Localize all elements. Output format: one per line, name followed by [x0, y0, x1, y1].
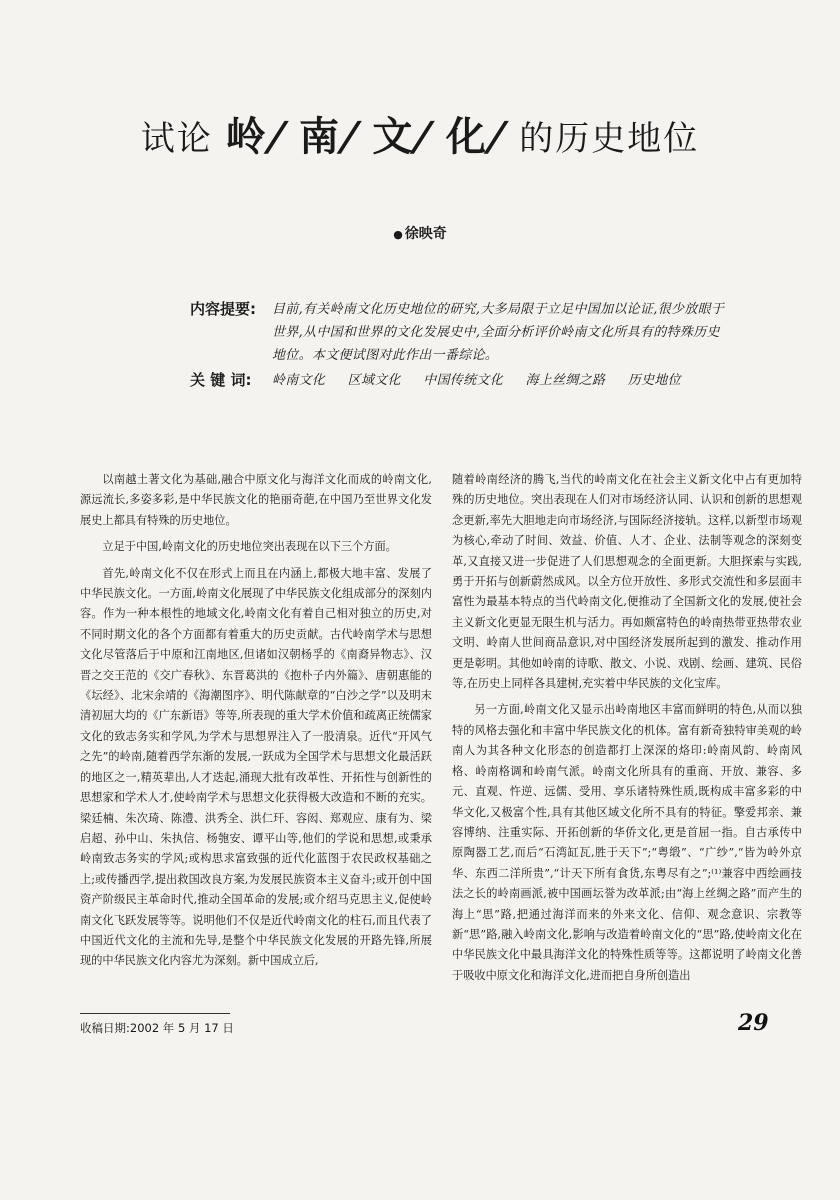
keywords-list: [272, 369, 730, 392]
keyword: 中国传统文化: [423, 373, 504, 388]
page-number: 29: [738, 1010, 769, 1036]
body-paragraph: 立足于中国,岭南文化的历史地位突出表现在以下三个方面。: [102, 540, 397, 554]
body-paragraph: 首先,岭南文化不仅在形式上而且在内涵上,都极大地丰富、发展了中华民族文化。一方面,岭南文化展现了中华民族文化组成部分的深刻内容。作为一种本根性的地域文化,岭南文化有着自己相对独立的历史,对不同时期文化的各个方面都有着重大的历史贡献。古代岭南学术与思想文化尽管落后于中原和江南地区,但诸如汉朝杨孚的《南裔异物志》、汉晋之交王范的《交广春秋》、东晋葛洪的《抱朴子内外篇》、唐朝惠能的《坛经》、北宋余靖的《海潮图序》、明代陈献章的“白沙之学”以及明末清初屈大均的《广东新语》等等,所表现的重大学术价值和疏离正统儒家文化的致志务实和学风,为学术与思想界注入了一股清泉。近代“开风气之先”的岭南,随着西学东渐的发展,一跃成为全国学术与思想文化最活跃的地区之一,精英辈出,人才迭起,涌现大批有改革性、开拓性与创新性的思想家和学术人才,使岭南学术与思想文化获得极大改造和不断的充实。梁廷楠、朱次琦、陈澧、洪秀全、洪仁玕、容闳、郑观应、康有为、梁启超、孙中山、朱执信、杨匏安、谭平山等,他们的学说和思想,或秉承岭南致志务实的学风;或构思求富致强的近代化蓝图于农民政权基础之上;或传播西学,提出救国改良方案,为发展民族资本主义奋斗;或开创中国资产阶级民主革命时代,推动全国革命的发展;或介绍马克思主义,促使岭南文化飞跃发展等等。说明他们不仅是近代岭南文化的柱石,而且代表了中国近代文化的主流和先导,是整个中华民族文化发展的开路先锋,所展现的中华民族文化内容尤为深刻。新中国成立后,: [80, 566, 432, 968]
abstract-block: [190, 298, 730, 392]
received-date: 收稿日期:2002 年 5 月 17 日: [80, 1021, 234, 1035]
title-char-4: 化: [445, 114, 488, 160]
keywords-row: [190, 369, 730, 392]
body-column-left: [80, 470, 432, 978]
title-slash-3: /: [407, 114, 440, 160]
title-char-2: 南: [298, 114, 341, 160]
author-line: [0, 223, 840, 243]
abstract-label: 内容提要:: [190, 300, 256, 318]
title-char-1: 岭: [225, 114, 268, 160]
keywords-label: 关 键 词:: [190, 371, 252, 389]
keyword: 区域文化: [347, 373, 401, 388]
body-paragraph: 随着岭南经济的腾飞,当代的岭南文化在社会主义新文化中占有更加特殊的历史地位。突出表现在人们对市场经济认同、认识和创新的思想观念更新,率先大胆地走向市场经济,与国际经济接轨。这样,以新型市场观为核心,牵动了时间、效益、价值、人才、企业、法制等观念的深刻变革,又直接又进一步促进了人们思想观念的全面更新。大胆探索与实践,勇于开拓与创新蔚然成风。以全方位开放性、多形式交流性和多层面丰富性为最基本特点的当代岭南文化,便推动了全国新文化的发展,使社会主义新文化更显无限生机与活力。再如颇富特色的岭南热带亚热带农业文明、岭南人世间商品意识,对中国经济发展所起到的激发、推动作用更是彰明。其他如岭南的诗歌、散文、小说、戏剧、绘画、建筑、民俗等,在历史上同样各具建树,充实着中华民族的文化宝库。: [452, 473, 802, 691]
body-paragraph: 另一方面,岭南文化又显示出岭南地区丰富而鲜明的特色,从而以独特的风格去强化和丰富中华民族文化的机体。富有新奇独特审美观的岭南人为其各种文化形态的创造都打上深深的烙印:岭南风韵、岭南风格、岭南格调和岭南气派。岭南文化所具有的重商、开放、兼容、多元、直观、忤逆、远儒、受用、享乐诸特殊性质,既构成丰富多彩的中华文化,又极富个性,具有其他区域文化所不具有的特征。擎爱邦亲、兼容博纳、注重实际、开拓创新的华侨文化,更是首屈一指。自古承传中原陶器工艺,而后“石湾缸瓦,胜于天下”;“粤缎”、“广纱”,“皆为岭外京华、东西二洋所贵”,“计天下所有食货,东粤尽有之”;⁽¹⁾兼容中西绘画技法之长的岭南画派,被中国画坛誉为改革派;由“海上丝绸之路”而产生的海上“思”路,把通过海洋而来的外来文化、信仰、观念意识、宗教等新“思”路,融入岭南文化,影响与改造着岭南文化的“思”路,使岭南文化在中华民族文化中最具海洋文化的特殊性质等等。这都说明了岭南文化善于吸收中原文化和海洋文化,进而把自身所创造出: [452, 703, 802, 982]
title-slash-4: /: [481, 114, 513, 160]
bullet-icon: ●: [393, 228, 403, 241]
abstract-row: [190, 298, 730, 367]
abstract-text: 目前,有关岭南文化历史地位的研究,大多局限于立足中国加以论证,很少放眼于世界,从中国和世界的文化发展史中,全面分析评价岭南文化所具有的特殊历史地位。本文便试图对此作出一番综论。: [272, 302, 725, 363]
author-name: 徐映奇: [404, 226, 447, 242]
title-slash-1: /: [261, 114, 293, 160]
keyword: 海上丝绸之路: [525, 373, 606, 388]
body-column-right: [452, 470, 802, 992]
title-suffix: 的历史地位: [519, 119, 700, 159]
article-title: [0, 112, 840, 164]
title-char-3: 文: [372, 114, 415, 160]
title-prefix: 试论: [140, 119, 213, 159]
keyword: 历史地位: [627, 373, 681, 388]
keyword: 岭南文化: [272, 373, 326, 388]
title-slash-2: /: [334, 114, 367, 160]
footnote-divider: [80, 1013, 230, 1014]
body-paragraph: 以南越土著文化为基础,融合中原文化与海洋文化而成的岭南文化,源远流长,多姿多彩,是中华民族文化的艳丽奇葩,在中国乃至世界文化发展史上都具有特殊的历史地位。: [80, 473, 432, 527]
